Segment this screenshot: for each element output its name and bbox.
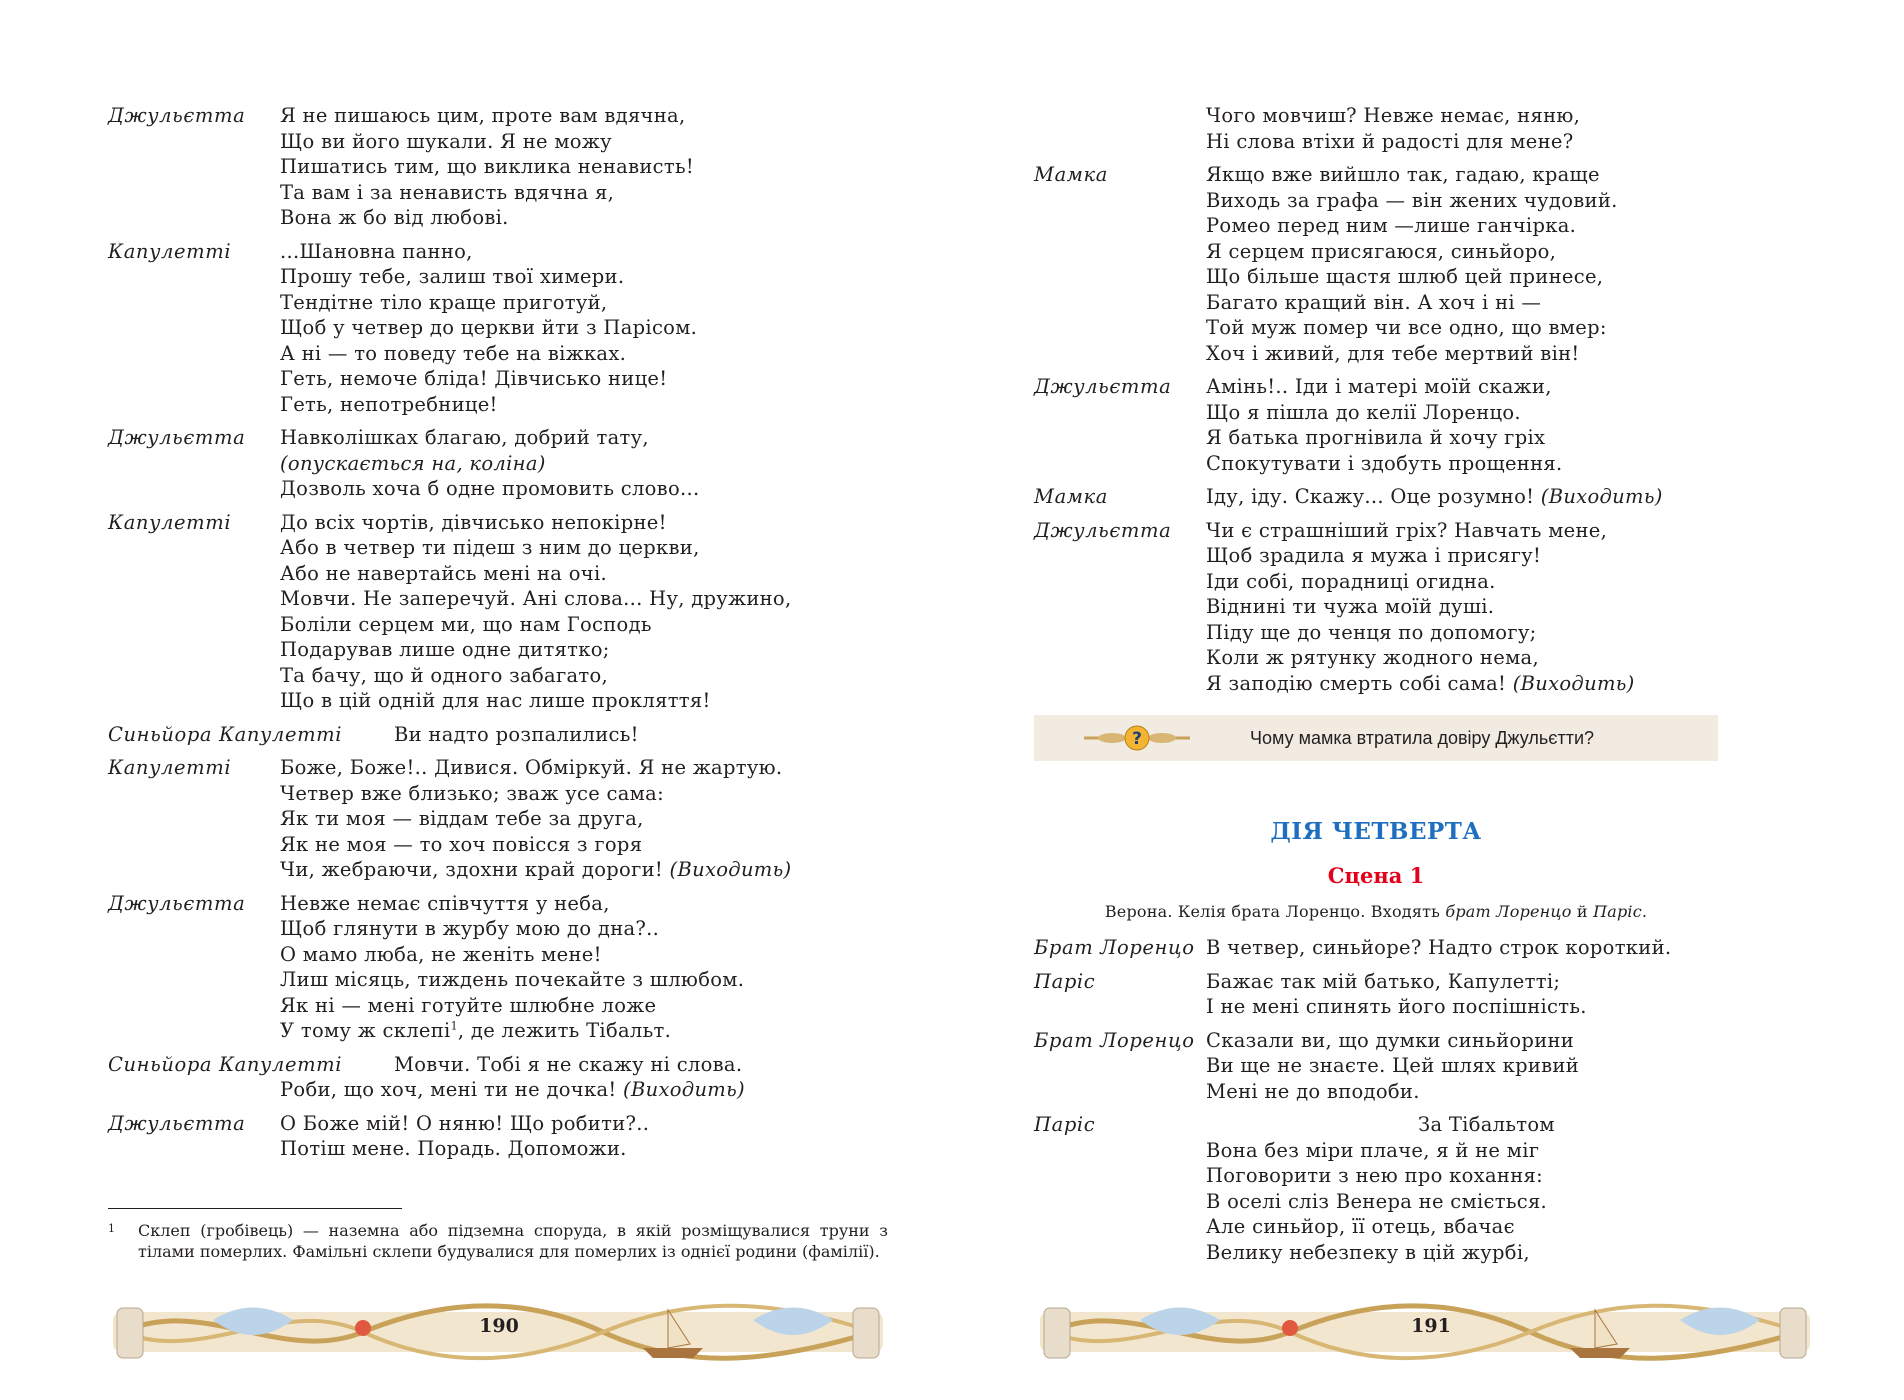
speech <box>108 103 888 231</box>
verse-line: В оселі сліз Венера не сміється. <box>1206 1189 1548 1213</box>
verse-line: Але синьйор, її отець, вбачає <box>1206 1215 1515 1238</box>
verse-line <box>280 1018 744 1044</box>
speaker-name: Джульєтта <box>108 104 246 127</box>
stage-character: брат Лоренцо <box>1445 902 1572 921</box>
speech-lines <box>1206 162 1618 366</box>
speech-lines <box>280 425 700 502</box>
speaker-name: Капулетті <box>108 756 232 779</box>
speech-lines <box>1206 969 1587 1020</box>
speaker-name: Капулетті <box>108 239 232 263</box>
speech <box>1034 374 1774 476</box>
speaker-name: Джульєтта <box>108 1111 246 1135</box>
verse-line: Щоб зрадила я мужа і присягу! <box>1206 544 1542 567</box>
left-text-column <box>108 103 888 1170</box>
verse-line: Прошу тебе, залиш твої химери. <box>280 265 625 288</box>
verse-line: Як не моя — то хоч повісся з горя <box>280 832 643 856</box>
speech <box>108 425 888 502</box>
verse-text: , де лежить Тібальт. <box>457 1019 672 1042</box>
verse-line: Багато кращий він. А хоч і ні — <box>1206 290 1542 314</box>
scene-text-column <box>1034 935 1774 1273</box>
speaker-name: Брат Лоренцо <box>1034 1028 1195 1052</box>
question-text: Чому мамка втратила довіру Джульєтти? <box>1250 728 1595 748</box>
act-title: ДІЯ ЧЕТВЕРТА <box>1270 818 1482 845</box>
speaker-name: Капулетті <box>108 510 232 534</box>
right-page <box>952 0 1904 1400</box>
verse-line: За Тібальтом <box>1418 1113 1555 1136</box>
verse-line: Як ти моя — віддам тебе за друга, <box>280 807 644 830</box>
verse-line: Той муж помер чи все одно, що вмер: <box>1206 316 1607 339</box>
speech-lines <box>280 103 694 231</box>
verse-line: Ні слова втіхи й радості для мене? <box>1206 129 1574 153</box>
stage-direction: (Виходить) <box>1540 485 1663 508</box>
verse-line: Спокутувати і здобуть прощення. <box>1206 451 1563 475</box>
footnote <box>108 1220 888 1262</box>
verse-line: Або не навертайсь мені на очі. <box>280 561 607 585</box>
verse-line: Ромео перед ним —лише ганчірка. <box>1206 214 1577 237</box>
speaker-name: Паріс <box>1034 1113 1096 1136</box>
verse-line: В четвер, синьйоре? Надто строк короткий. <box>1206 936 1672 959</box>
speaker-name: Брат Лоренцо <box>1034 936 1195 959</box>
speech <box>1034 1112 1774 1265</box>
verse-line: Лиш місяць, тиждень почекайте з шлюбом. <box>280 968 745 991</box>
verse-line: Велику небезпеку в цій журбі, <box>1206 1240 1530 1264</box>
verse-line: Коли ж рятунку жодного нема, <box>1206 646 1539 669</box>
verse-line: Пишатись тим, що викликa ненависть! <box>280 155 695 178</box>
verse-line: Боже, Боже!.. Дивися. Обміркуй. Я не жартую. <box>280 756 783 779</box>
verse-line: Або в четвер ти підеш з ним до церкви, <box>280 536 700 559</box>
speaker-name: Мамка <box>1034 163 1109 186</box>
footnote-text: Склеп (гробівець) — наземна або підземна споруда, в якій розміщувалися труни з тілами померлих. Фамільні склепи будувалися для померлих із однієї родини (фамілії). <box>138 1221 888 1261</box>
verse-line <box>280 1077 888 1103</box>
speech <box>1034 484 1774 510</box>
speech-lines <box>280 1111 649 1162</box>
speaker-name: Мамка <box>1034 485 1109 508</box>
verse-line: Навколішках благаю, добрий тату, <box>280 426 649 449</box>
verse-line: Геть, непотребнице! <box>280 392 498 416</box>
stage-direction: (Виходить) <box>623 1078 745 1101</box>
verse-line: Геть, немоче бліда! Дівчисько нице! <box>280 367 668 390</box>
verse-line: Дозволь хоча б одне промовить слово... <box>280 477 700 500</box>
speech <box>108 722 888 748</box>
speaker-name: Джульєтта <box>1034 375 1172 398</box>
verse-text: Я заподію смерть собі сама! <box>1206 671 1507 695</box>
verse-line: Я батька прогнівила й хочу гріх <box>1206 426 1546 449</box>
speech-continuation <box>1206 103 1774 154</box>
verse-line: Невже немає співчуття у неба, <box>280 891 610 915</box>
speech <box>108 1052 888 1078</box>
question-mark-icon <box>1082 723 1192 753</box>
speaker-name: Джульєтта <box>108 891 246 915</box>
verse-line: Сказали ви, що думки синьйорини <box>1206 1028 1575 1052</box>
verse-line: О Боже мій! О няню! Що робити?.. <box>280 1111 650 1135</box>
verse-line: Що я пішла до келії Лоренцо. <box>1206 400 1521 424</box>
verse-line: Потіш мене. Порадь. Допоможи. <box>280 1137 627 1160</box>
page-number: 190 <box>479 1315 519 1337</box>
verse-text: Чи, жебраючи, здохни край дороги! <box>280 858 664 881</box>
footnote-mark[interactable]: 1 <box>450 1019 458 1033</box>
speech-lines <box>1206 1112 1555 1265</box>
stage-character: Паріс <box>1593 902 1642 921</box>
speech <box>1034 518 1774 697</box>
verse-line: Чи є страшніший гріх? Навчать мене, <box>1206 518 1608 542</box>
speaker-name: Паріс <box>1034 969 1096 993</box>
stage-direction: (Виходить) <box>669 858 792 881</box>
footnote-number: 1 <box>108 1222 115 1235</box>
verse-line: О мамо люба, не женіть мене! <box>280 942 602 966</box>
stage-direction: (опускається на, коліна) <box>280 451 546 475</box>
speech <box>1034 969 1774 1020</box>
verse-line: Що ви його шукали. Я не можу <box>280 129 612 153</box>
verse-line: Бажає так мій батько, Капулетті; <box>1206 969 1561 993</box>
page-number: 191 <box>1411 1315 1451 1337</box>
right-text-column <box>1034 103 1774 704</box>
speech-lines <box>1206 935 1671 961</box>
stage-text: Верона. Келія брата Лоренцо. Входять <box>1104 902 1446 921</box>
verse-line: Мені не до вподоби. <box>1206 1079 1420 1103</box>
verse-line: Четвер вже близько; зваж усе сама: <box>280 781 664 805</box>
verse-line <box>280 857 791 883</box>
speaker-name: Джульєтта <box>1034 518 1172 542</box>
speech-lines <box>1206 374 1562 476</box>
speech <box>108 510 888 714</box>
verse-text: Іду, іду. Скажу... Оце розумно! <box>1206 485 1535 508</box>
verse-line: Хоч і живий, для тебе мертвий він! <box>1206 341 1580 365</box>
verse-line <box>1206 484 1663 510</box>
verse-line: Вона ж бо від любові. <box>280 206 509 229</box>
speaker-name: Джульєтта <box>108 426 246 449</box>
svg-text:?: ? <box>1132 729 1142 749</box>
verse-line: Боліли серцем ми, що нам Господь <box>280 612 652 636</box>
verse-line: Мовчи. Тобі я не скажу ні слова. <box>394 1052 743 1076</box>
verse-line: Вона без міри плаче, я й не міг <box>1206 1138 1540 1162</box>
verse-line: Щоб глянути в журбу мою до дна?.. <box>280 917 660 940</box>
speech <box>1034 162 1774 366</box>
stage-direction-block <box>1034 902 1718 921</box>
verse-line: Тендітне тіло краще приготуй, <box>280 290 608 314</box>
verse-line: І не мені спинять його поспішність. <box>1206 995 1587 1018</box>
scene-title: Сцена 1 <box>1327 863 1425 888</box>
verse-line: Чого мовчиш? Невже немає, няню, <box>1206 104 1581 127</box>
speech <box>108 891 888 1044</box>
verse-line: Мовчи. Не заперечуй. Ані слова... Ну, дружино, <box>280 587 792 610</box>
speaker-name: Синьйора Капулетті <box>108 722 343 746</box>
verse-line: Щоб у четвер до церкви йти з Парісом. <box>280 316 698 339</box>
verse-line: Я серцем присягаюся, синьйоро, <box>1206 239 1557 263</box>
speech-lines <box>280 510 791 714</box>
verse-line: Виходь за графа — він жених чудовий. <box>1206 188 1618 212</box>
verse-line: Ви надто розпалились! <box>394 722 639 746</box>
speech-lines <box>280 891 744 1044</box>
speech <box>108 755 888 883</box>
question-box <box>1034 715 1718 761</box>
speech-lines <box>280 239 697 418</box>
verse-line: А ні — то поведу тебе на віжках. <box>280 341 627 365</box>
footnote-divider <box>108 1208 402 1209</box>
verse-line: Піду ще до ченця по допомогу; <box>1206 620 1537 644</box>
verse-line: Що більше щастя шлюб цей принесе, <box>1206 265 1604 288</box>
verse-line: Якщо вже вийшло так, гадаю, краще <box>1206 163 1600 186</box>
verse-line: Подарував лише одне дитятко; <box>280 638 610 661</box>
verse-line: Я не пишаюсь цим, проте вам вдячна, <box>280 104 686 127</box>
speech <box>1034 1028 1774 1105</box>
verse-line: Ви ще не знаєте. Цей шлях кривий <box>1206 1054 1580 1077</box>
stage-text: . <box>1641 902 1648 921</box>
verse-line: Поговорити з нею про кохання: <box>1206 1164 1543 1187</box>
verse-line: Віднині ти чужа моїй душі. <box>1206 595 1495 618</box>
speech <box>108 1111 888 1162</box>
speech <box>108 239 888 418</box>
speech <box>1034 935 1774 961</box>
verse-line: Як ні — мені готуйте шлюбне ложе <box>280 993 657 1017</box>
stage-text: й <box>1571 902 1594 921</box>
verse-line: Та вам і за ненависть вдячна я, <box>280 180 615 204</box>
speaker-name: Синьйора Капулетті <box>108 1052 343 1076</box>
verse-text: Роби, що хоч, мені ти не дочка! <box>280 1078 617 1101</box>
verse-text: У тому ж склепі <box>280 1019 451 1042</box>
speech-lines <box>280 755 791 883</box>
speech-lines <box>1206 1028 1579 1105</box>
verse-line: Амінь!.. Іди і матері моїй скажи, <box>1206 375 1552 398</box>
verse-line: Що в цій одній для нас лише прокляття! <box>280 689 711 712</box>
verse-line <box>1206 671 1635 697</box>
verse-line: Та бачу, що й одного забагато, <box>280 663 609 687</box>
stage-direction: (Виходить) <box>1512 671 1635 695</box>
verse-line: ...Шановна панно, <box>280 239 473 263</box>
speech-lines <box>1206 518 1635 697</box>
verse-line: Іди собі, порадниці огидна. <box>1206 569 1496 593</box>
verse-line: До всіх чортів, дівчисько непокірне! <box>280 510 667 534</box>
